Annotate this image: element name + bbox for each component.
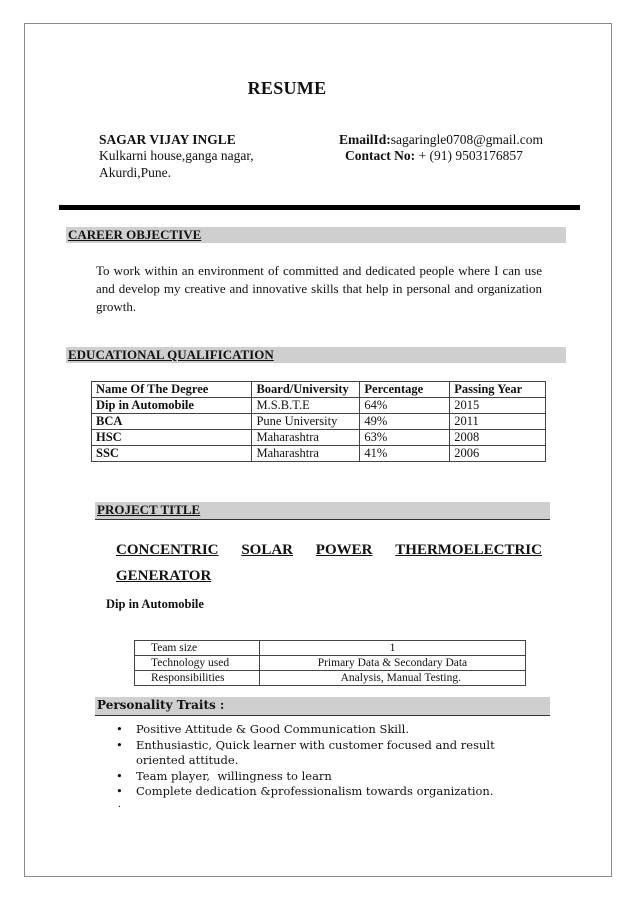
project-title-word: CONCENTRIC (116, 542, 219, 558)
education-heading: EDUCATIONAL QUALIFICATION (66, 347, 566, 363)
detail-label-cell: Responsibilities (135, 671, 260, 686)
list-item (116, 738, 516, 769)
project-subtitle: Dip in Automobile (106, 597, 204, 611)
project-title-word: SOLAR (241, 542, 293, 558)
header-divider (59, 205, 580, 210)
board-cell: M.S.B.T.E (252, 398, 360, 414)
column-header: Board/University (252, 382, 360, 398)
table-row (135, 671, 526, 686)
trailing-dot: . (118, 798, 121, 810)
list-item (116, 784, 516, 800)
trait-text: Team player, willingness to learn (136, 768, 332, 783)
contact-value: + (91) 9503176857 (415, 148, 523, 163)
project-title-word: THERMOELECTRIC (395, 542, 542, 558)
column-header: Name Of The Degree (92, 382, 252, 398)
list-item (116, 722, 516, 738)
percentage-cell: 63% (360, 430, 450, 446)
column-header: Percentage (360, 382, 450, 398)
year-cell: 2006 (450, 446, 546, 462)
degree-cell: SSC (92, 446, 252, 462)
career-objective-heading: CAREER OBJECTIVE (66, 227, 566, 243)
degree-cell: BCA (92, 414, 252, 430)
table-row (92, 414, 546, 430)
contact-label: Contact No: (345, 148, 416, 163)
degree-cell: HSC (92, 430, 252, 446)
project-title-line-2: GENERATOR (116, 568, 212, 584)
detail-value-cell: Analysis, Manual Testing. (259, 671, 525, 686)
project-details-table (134, 640, 526, 686)
percentage-cell: 64% (360, 398, 450, 414)
table-row (92, 430, 546, 446)
contact-line (345, 147, 523, 165)
degree-cell: Dip in Automobile (92, 398, 252, 414)
bullet-icon: • (116, 722, 123, 736)
detail-value-cell: Primary Data & Secondary Data (259, 656, 525, 671)
address-line-1: Kulkarni house,ganga nagar, (99, 148, 254, 163)
project-title-line-1 (116, 537, 560, 563)
education-header-row (92, 382, 546, 398)
detail-label-cell: Technology used (135, 656, 260, 671)
resume-title: RESUME (247, 78, 327, 98)
column-header: Passing Year (450, 382, 546, 398)
table-row (135, 656, 526, 671)
detail-label-cell: Team size (135, 641, 260, 656)
trait-text: Positive Attitude & Good Communication Skill. (136, 722, 409, 736)
career-objective-text: To work within an environment of committed and dedicated people where I can use and develop my creative and innovative skills that help in personal and organization growth. (96, 263, 542, 314)
email-label: EmailId: (339, 132, 391, 147)
email-value: sagaringle0708@gmail.com (390, 132, 544, 147)
trait-text: Complete dedication &professionalism towards organization. (136, 784, 494, 798)
percentage-cell: 49% (360, 414, 450, 430)
list-item (116, 769, 516, 785)
bullet-icon: • (116, 784, 123, 798)
percentage-cell: 41% (360, 446, 450, 462)
board-cell: Maharashtra (252, 446, 360, 462)
board-cell: Pune University (252, 414, 360, 430)
table-row (92, 398, 546, 414)
detail-value-cell: 1 (259, 641, 525, 656)
address-line-2: Akurdi,Pune. (99, 165, 171, 180)
traits-list (116, 722, 516, 800)
bullet-icon: • (116, 768, 123, 783)
traits-heading: Personality Traits : (95, 697, 550, 716)
education-table (91, 381, 546, 462)
table-row (135, 641, 526, 656)
candidate-name: SAGAR VIJAY INGLE (99, 132, 236, 147)
board-cell: Maharashtra (252, 430, 360, 446)
table-row (92, 446, 546, 462)
trait-text: Enthusiastic, Quick learner with customer focused and result oriented attitude. (136, 737, 495, 767)
project-heading: PROJECT TITLE (95, 502, 550, 520)
year-cell: 2008 (450, 430, 546, 446)
bullet-icon: • (116, 737, 123, 752)
year-cell: 2015 (450, 398, 546, 414)
year-cell: 2011 (450, 414, 546, 430)
project-title-word: POWER (315, 542, 373, 558)
